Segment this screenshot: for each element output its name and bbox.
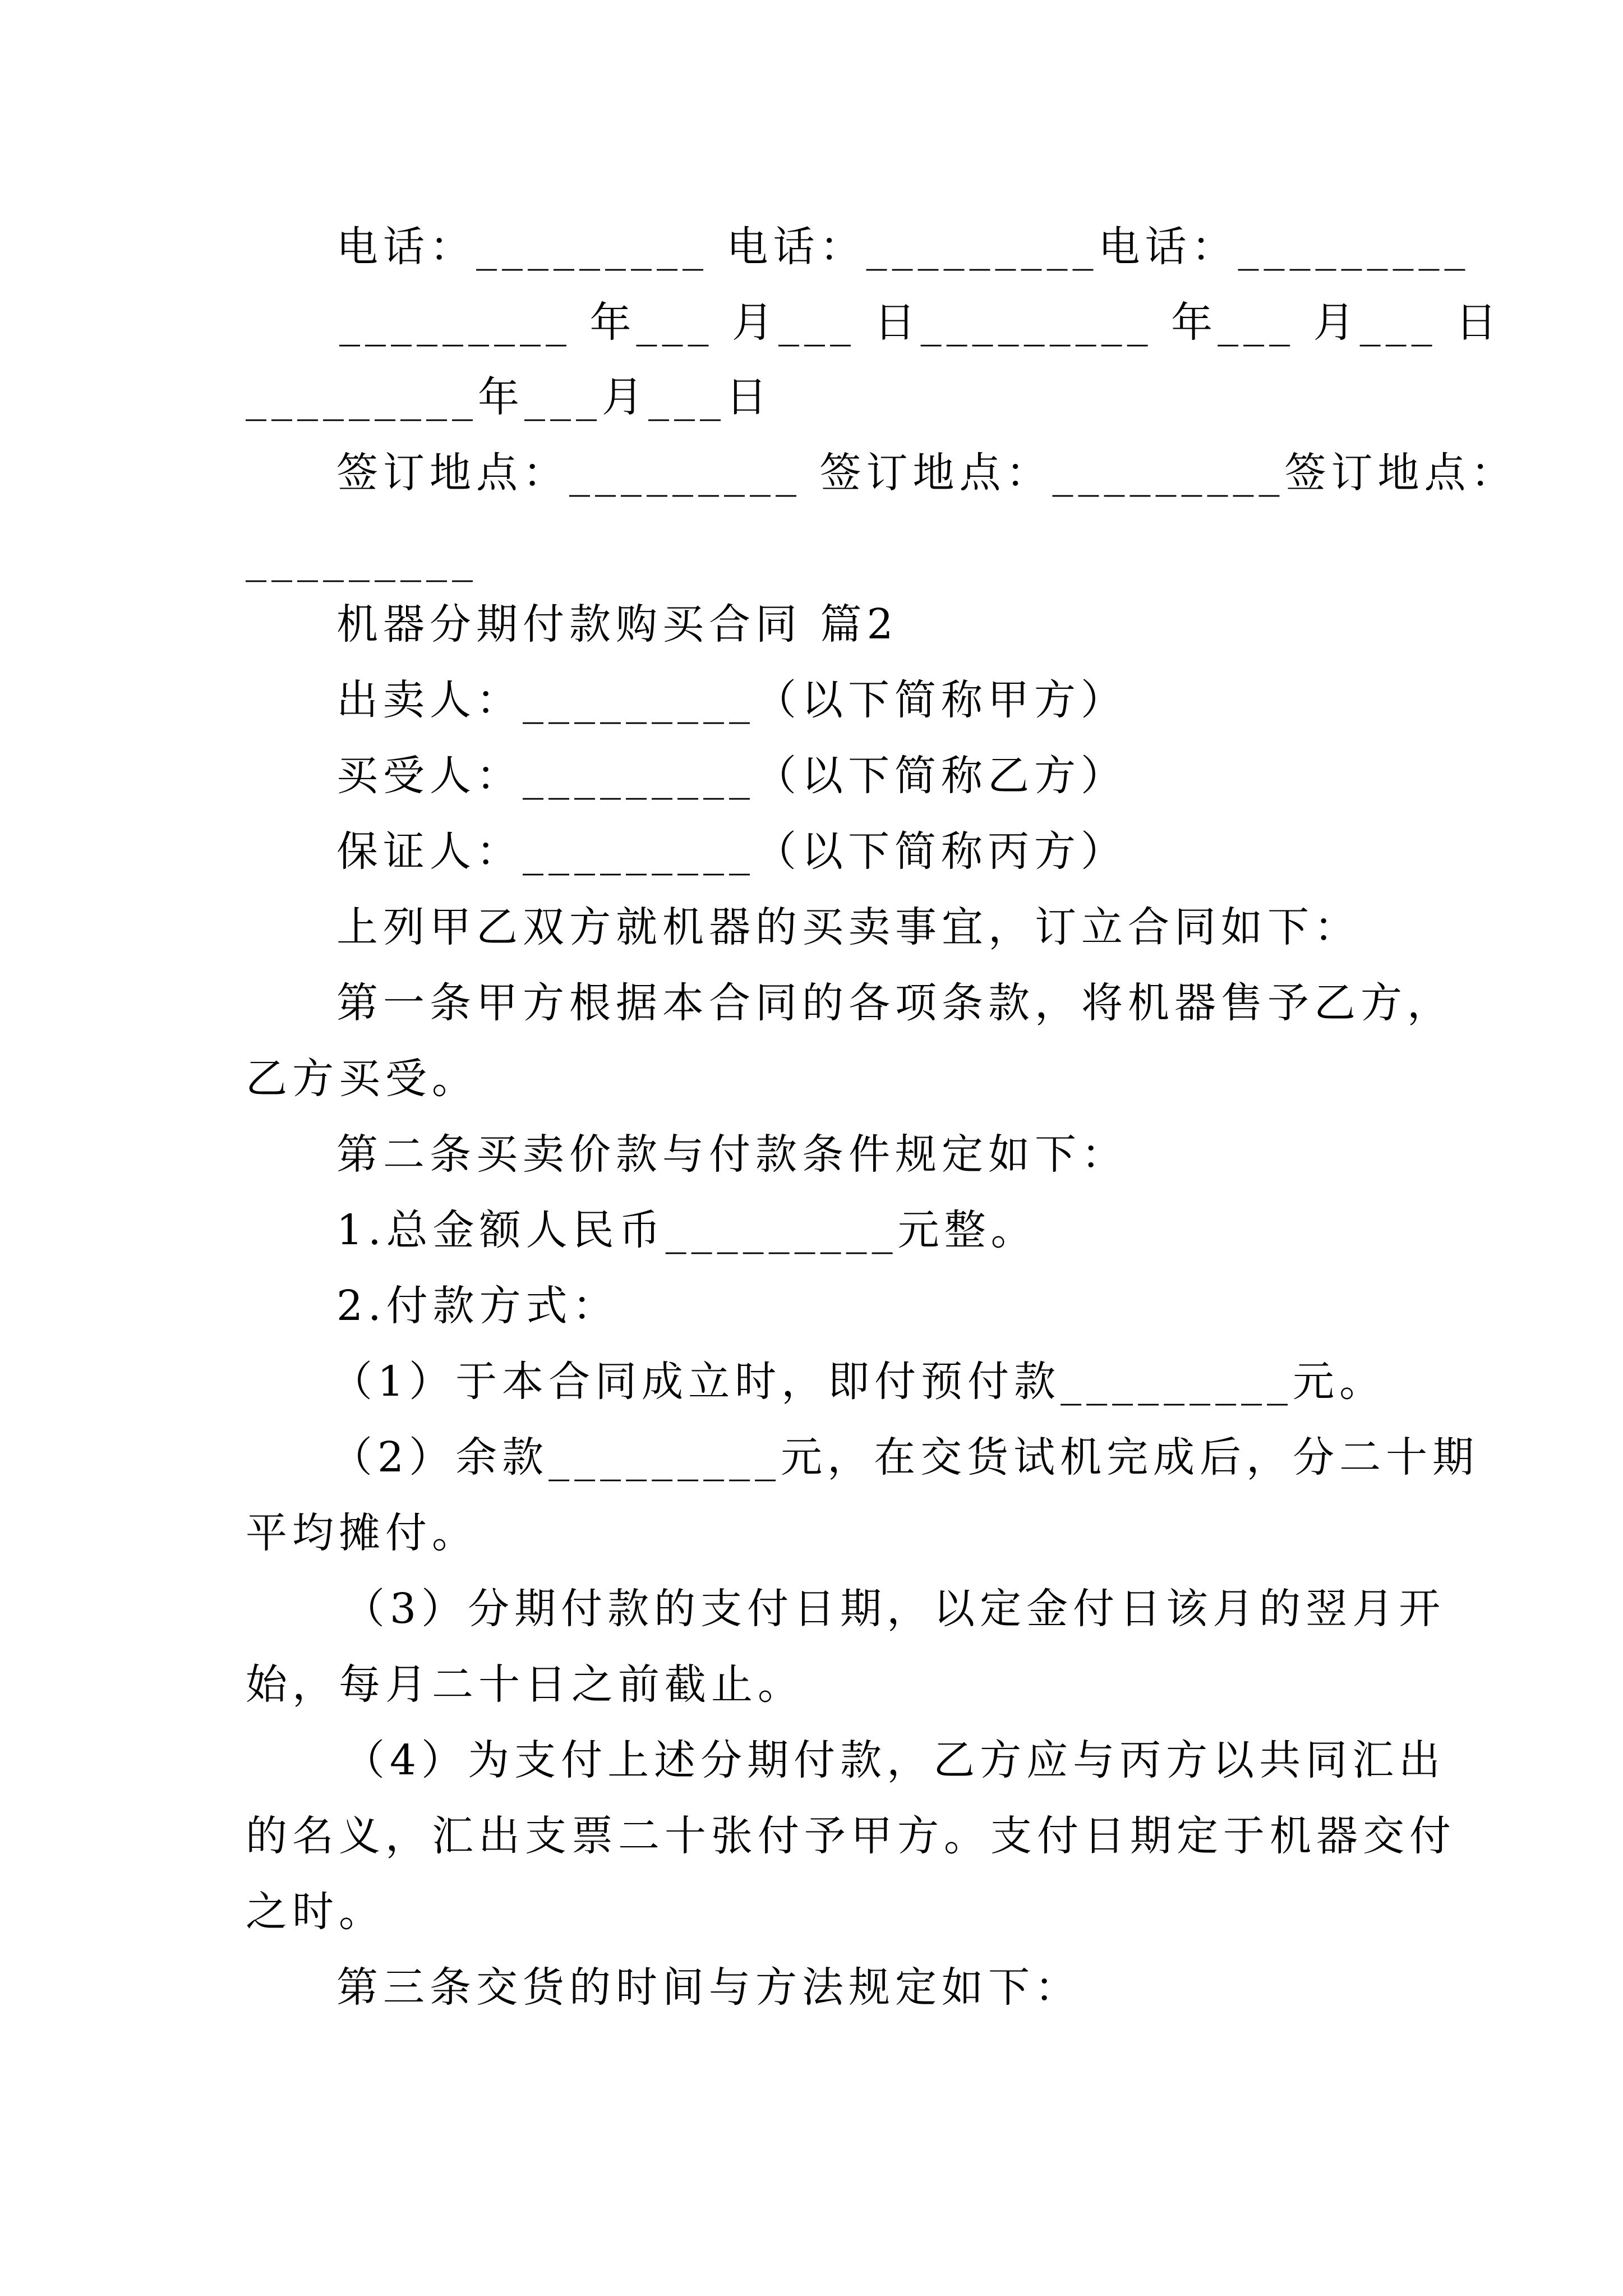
sub-item-2-line-1: （2）余款_________元，在交货试机完成后，分二十期	[331, 1433, 1479, 1481]
sign-dates-line-2: _________年___月___日	[246, 373, 772, 421]
preamble-line: 上列甲乙双方就机器的买卖事宜，订立合同如下：	[336, 903, 1361, 951]
article-1-line-1: 第一条甲方根据本合同的各项条款，将机器售予乙方，	[336, 979, 1454, 1027]
seller-line: 出卖人：_________（以下简称甲方）	[336, 676, 1127, 724]
sub-item-4-line-3: 之时。	[246, 1888, 385, 1936]
sub-item-4-line-1: （4）为支付上述分期付款，乙方应与丙方以共同汇出	[343, 1736, 1446, 1784]
article-3-line: 第三条交货的时间与方法规定如下：	[336, 1963, 1081, 2012]
sub-item-1-line: （1）于本合同成立时，即付预付款_________元。	[331, 1358, 1386, 1406]
guarantor-line: 保证人：_________（以下简称丙方）	[336, 827, 1127, 876]
item-1-line: 1.总金额人民币_________元整。	[336, 1206, 1038, 1254]
contract-title: 机器分期付款购买合同 篇2	[336, 600, 898, 648]
item-2-line: 2.付款方式：	[336, 1282, 619, 1330]
sign-places-continuation: _________	[246, 534, 478, 582]
buyer-line: 买受人：_________（以下简称乙方）	[336, 752, 1127, 800]
sub-item-4-line-2: 的名义，汇出支票二十张付予甲方。支付日期定于机器交付	[246, 1812, 1456, 1860]
article-2-line: 第二条买卖价款与付款条件规定如下：	[336, 1130, 1128, 1179]
article-1-line-2: 乙方买受。	[246, 1055, 478, 1103]
sub-item-2-line-2: 平均摊付。	[246, 1509, 478, 1557]
sign-dates-line-1: _________ 年___ 月___ 日_________ 年___ 月___ 日	[339, 298, 1502, 347]
sign-places-line: 签订地点：_________ 签订地点：_________签订地点：	[336, 449, 1518, 497]
contact-phones-line: 电话：_________ 电话：_________电话：_________	[336, 223, 1470, 271]
sub-item-3-line-2: 始，每月二十日之前截止。	[246, 1660, 804, 1709]
sub-item-3-line-1: （3）分期付款的支付日期，以定金付日该月的翌月开	[343, 1585, 1446, 1633]
